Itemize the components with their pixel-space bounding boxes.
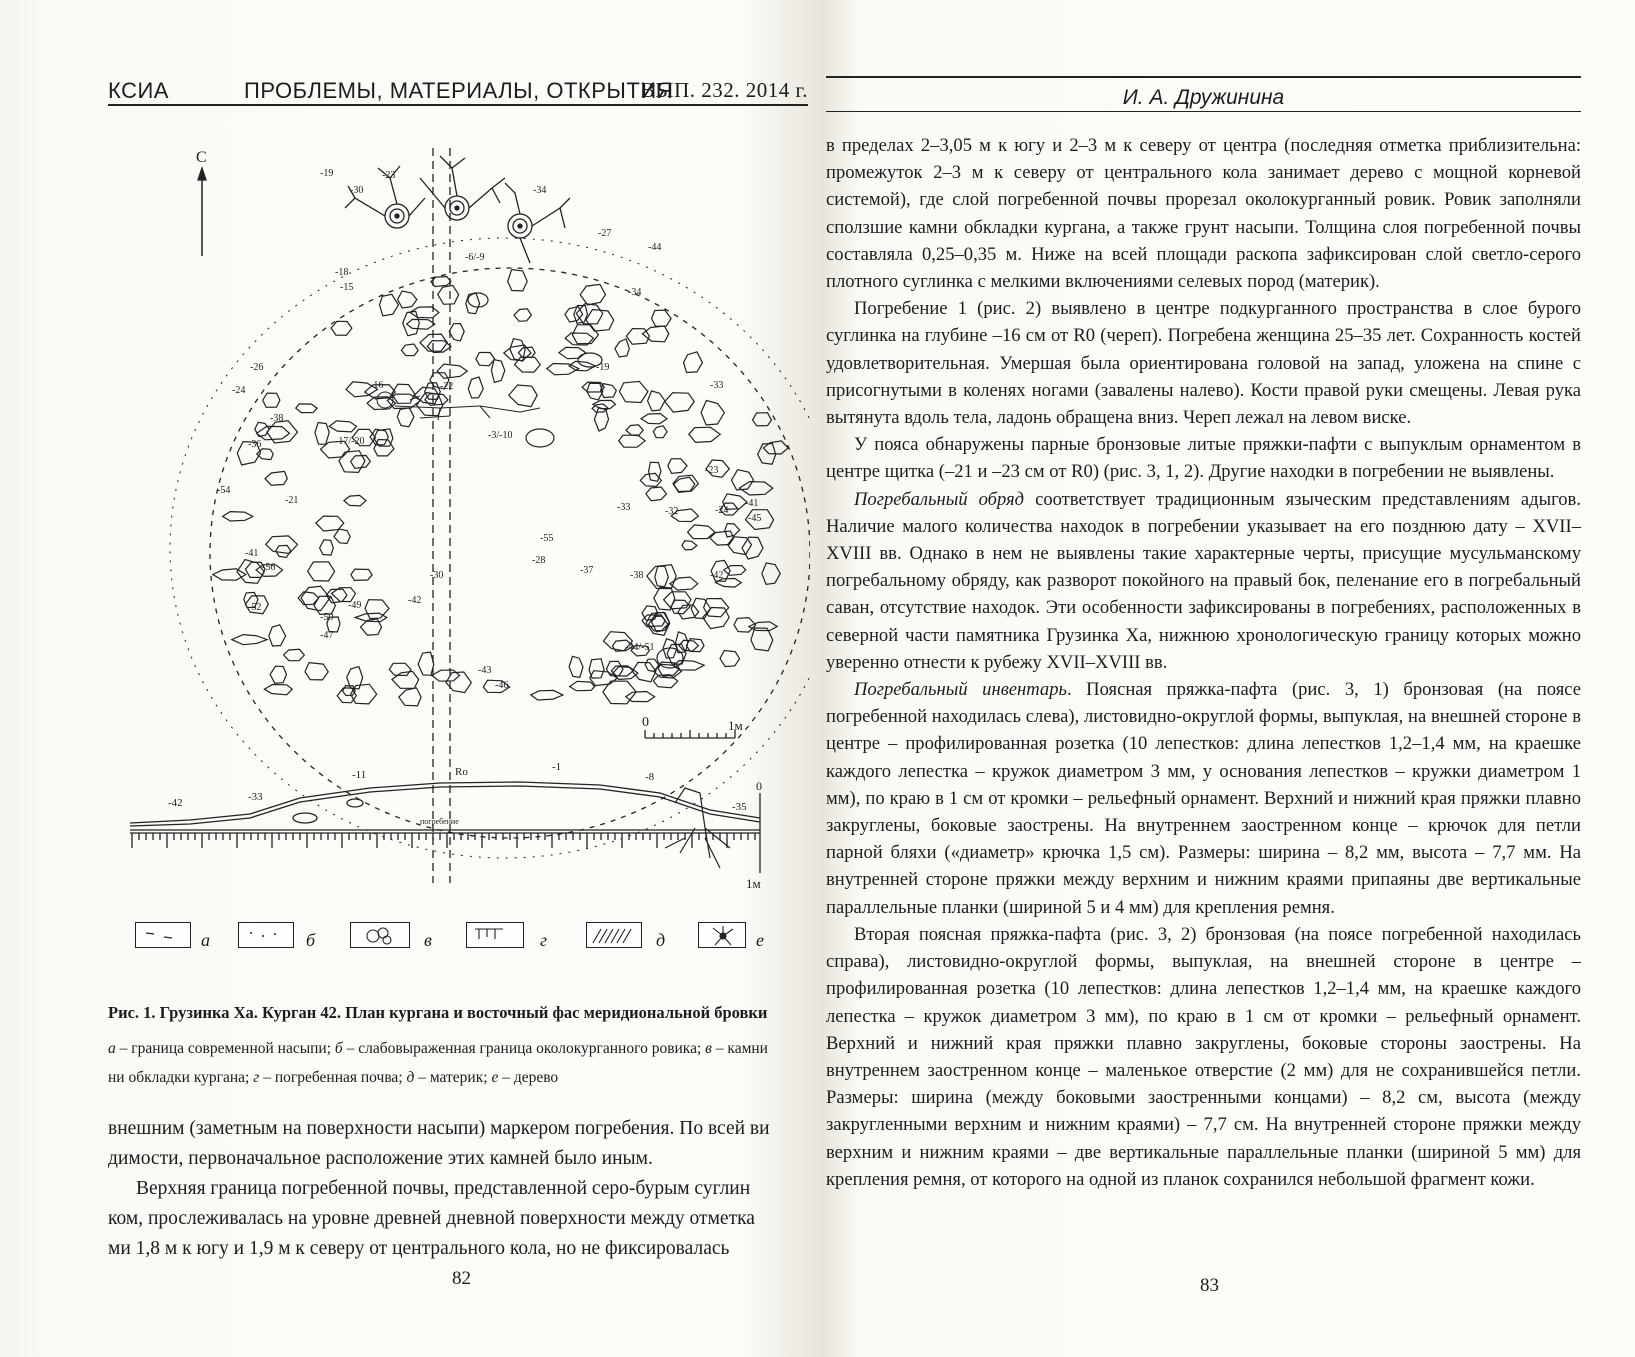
elevation-label: -22: [440, 381, 454, 392]
elevation-label: -45: [748, 513, 762, 524]
ro-label: Ro: [455, 766, 468, 778]
stone: [399, 688, 421, 706]
paragraph: Погребальный инвентарь. Поясная пряжка-пафта (рис. 3, 1) бронзовая (на поясе погребенной находилась слева), листовидно-округлой формы, выпуклая, на внешней стороне в центре – профилированная розетка (10 лепестков: длина лепестков 1,2–1,4 мм, на краешке каждого лепестка – кружок диаметром 3 мм, у основания лепестков – кружки диаметром 1 мм), по краю в 1 см от кромки – рельефный орнамент. Верхний и нижний края пряжки плавно закруглены, боковые заострены. На внутреннем заостренном конце – крючок для петли парной бляхи («диаметр» крючка 1,5 см). Размеры: ширина – 8,2 мм, высота – 7,7 мм. На внутренней стороне пряжки между верхним и нижним краями припаяны две вертикальные параллельные планки (шириной 5 и 4 мм) для крепления ремня.: [826, 679, 1581, 918]
elevation-label: -38: [630, 570, 644, 581]
stone: [284, 649, 305, 660]
text-line: ми 1,8 м к югу и 1,9 м к северу от центрального кола, но не фиксировалась: [108, 1238, 730, 1259]
scale-end-label: 1м: [728, 718, 743, 733]
paragraph: Погребальный обряд соответствует традиционным языческим представлениям адыгов. Наличие малого количества находок в погребении указывает на его позднюю дату – XVII–XVIII вв. Однако в нем не выявлены такие характерные черты, присущие мусульманскому погребальному обряду, как разворот покойного на правый бок, пеленание его в погребальный саван, отсутствие находок. Эти особенности зафиксированы в погребениях, расположенных в северной части памятника Грузинка Ха, нижнюю хронологическую границу которых можно уверенно отнести к рубежу XVII–XVIII вв.: [826, 488, 1581, 673]
stone: [665, 393, 694, 412]
profile-elevation-label: -1: [552, 761, 562, 773]
elevation-label: -41: [745, 498, 759, 509]
profile-elevation-label: -11: [352, 769, 367, 781]
stone: [570, 681, 595, 690]
stone: [401, 344, 418, 356]
elevation-label: -26: [250, 362, 264, 373]
stone: [370, 429, 388, 445]
stone: [266, 536, 298, 554]
stone: [652, 310, 672, 326]
elevation-label: -50: [320, 612, 334, 623]
stone: [315, 423, 329, 445]
stone: [410, 307, 439, 318]
stone: [514, 309, 531, 322]
profile-top-label: 0: [756, 779, 762, 793]
elevation-label: -33: [617, 502, 631, 513]
elevation-label: -17/-20: [335, 436, 365, 447]
stone: [347, 667, 363, 689]
page-number-right: 83: [1200, 1275, 1219, 1296]
elevation-label: -32: [665, 506, 679, 517]
legend-box-b: [238, 922, 294, 948]
stone: [619, 435, 645, 447]
stone: [438, 285, 459, 304]
stone: [418, 652, 434, 675]
burial-skeleton: [377, 392, 540, 420]
elevation-label: -23: [705, 465, 719, 476]
stone: [689, 427, 720, 442]
scale-bar: [645, 730, 735, 738]
profile-elevation-label: -8: [645, 771, 655, 783]
stone: [351, 456, 371, 469]
stone: [763, 441, 788, 454]
stone: [751, 628, 773, 651]
stone: [691, 598, 710, 618]
stone: [365, 600, 389, 619]
stone: [580, 284, 605, 305]
stone: [437, 364, 467, 378]
paragraph: в пределах 2–3,05 м к югу и 2–3 м к северу от центра (последняя отметка приблизительна: промежуток 2–3 м к северу от центрального кола занимает дерево с мощной корневой системой), где слой погребенной почвы прорезал околокурганный ровик. Ровик заполняли сползшие камни обкладки кургана, а также грунт насыпи. Толщина слоя погребенной почвы составляла 0,25–0,35 м. Ниже на всей площади раскопа зафиксирован слой светло-серого плотного суглинка с мелкими включениями селевых пород (материк).: [826, 135, 1581, 293]
legend-letter: д: [656, 930, 666, 950]
stone: [339, 451, 365, 473]
legend-letter: в: [424, 930, 432, 950]
elevation-label: -55: [540, 533, 554, 544]
stone: [392, 671, 419, 688]
profile-elevation-label: -35: [732, 801, 747, 813]
elevation-label: -42: [710, 570, 724, 581]
stone: [504, 345, 531, 361]
elevation-label: -56: [262, 562, 276, 573]
stone: [559, 347, 586, 358]
stone: [732, 470, 754, 490]
elevation-label: -28: [532, 555, 546, 566]
stone: [380, 294, 399, 316]
stone: [684, 352, 703, 373]
elevation-label: -34: [533, 185, 547, 196]
stone: [646, 487, 667, 501]
elevation-label: -19: [320, 168, 334, 179]
stone: [476, 353, 495, 366]
figure-caption-body: а – граница современной насыпи; б – слабовыраженная граница околокурганного ровика; в – камни ни обкладки кургана; г – погребенная почва; д – материк; е – дерево: [108, 1040, 768, 1086]
stone: [742, 537, 763, 559]
stone: [449, 324, 464, 341]
figure-caption-title: Рис. 1. Грузинка Ха. Курган 42. План кургана и восточный фас меридиональной бровки: [108, 1003, 768, 1022]
stone: [749, 622, 777, 631]
stone: [223, 512, 253, 521]
stone: [648, 391, 665, 411]
scale-start-label: 0: [642, 715, 649, 730]
elevation-label: -34: [628, 287, 642, 298]
stone: [331, 321, 352, 335]
section-title: ПРОБЛЕМЫ, МАТЕРИАЛЫ, ОТКРЫТИЯ: [244, 78, 674, 103]
paragraph: Вторая поясная пряжка-пафта (рис. 3, 2) бронзовая (на поясе погребенной находилась справа), листовидно-округлой формы, выпуклая, на внешней стороне в центре – профилированная розетка (10 лепестков: длина лепестков 1,2–1,4 мм, на краешке каждого лепестка – кружок диаметром 3 мм), по краю в 1 см от кромки – рельефный орнамент. Верхний и нижний края пряжки плавно закруглены, боковые стороны заострены. На внутреннем заостренном конце – маленькое отверстие (2 мм) для не сохранившейся петли. Размеры: ширина (между боковыми заостренными концами) – 8,2 см, высота (между закругленными верхним и нижним краями) – 7,7 см. На внутренней стороне пряжки между верхним и нижним краями – две вертикальные параллельные планки (шириной 5 мм) для крепления ремня, от которого на одной из планок сохранился небольшой фрагмент кожи.: [826, 923, 1581, 1190]
stone: [670, 577, 698, 590]
stone: [701, 401, 724, 425]
stone: [351, 569, 372, 580]
right-body-text: [826, 132, 1581, 1193]
paragraph: Погребение 1 (рис. 2) выявлено в центре подкурганного пространства в слое бурого суглинка на глубине –16 см от R0 (череп). Погребена женщина 25–35 лет. Сохранность костей удовлетворительная. Умершая была ориентирована головой на запад, уложена на спине с присогнутыми в коленях ногами (завалены налево). Кости правой руки смещены. Левая рука вытянута вдоль тела, ладонь обращена вниз. Череп лежал на левом виске.: [826, 298, 1581, 429]
stone: [263, 393, 280, 407]
stone: [655, 566, 669, 587]
author-header: И. А. Дружинина: [1122, 86, 1285, 109]
stone: [344, 495, 366, 506]
elevation-label: -27: [598, 228, 612, 239]
elevation-label: -46: [495, 680, 509, 691]
stone: [572, 325, 598, 344]
issue-label: ВЫП. 232. 2014 г.: [640, 78, 808, 102]
stone: [397, 408, 414, 427]
right-page: [820, 0, 1635, 1357]
text-line: ком, прослеживалась на уровне древней дневной поверхности между отметка: [108, 1208, 755, 1229]
left-body-text: [108, 1114, 808, 1264]
elevation-label: -33: [710, 380, 724, 391]
elevation-label: -19: [596, 362, 610, 373]
stone: [703, 608, 730, 629]
stone: [589, 659, 604, 678]
legend-letter: г: [540, 930, 548, 950]
ditch-boundary-dotted: [170, 238, 810, 858]
stone: [531, 690, 563, 700]
stone: [762, 563, 780, 585]
elevation-label: -21: [285, 495, 299, 506]
north-label: С: [196, 149, 207, 166]
elevation-label: -42: [408, 595, 422, 606]
legend-box-d: [466, 922, 524, 948]
legend-box-e: [586, 922, 642, 948]
stone: [305, 663, 328, 680]
journal-abbrev: КСИА: [108, 78, 169, 103]
elevation-label: -18: [335, 267, 349, 278]
elevation-label: -49: [348, 600, 362, 611]
stone: [320, 540, 334, 555]
right-running-header: [826, 76, 1581, 112]
profile-elevation-label: -33: [248, 791, 263, 803]
elevation-label: -52: [248, 602, 262, 613]
elevation-label: -44: [648, 242, 662, 253]
stone: [316, 516, 344, 531]
stone: [642, 326, 668, 342]
legend-letter: е: [756, 930, 764, 950]
profile-section: [130, 782, 760, 873]
stone: [407, 319, 435, 329]
stone: [398, 291, 417, 308]
elevation-label: -3/-10: [488, 430, 513, 441]
stone: [526, 429, 554, 447]
stone: [594, 407, 608, 431]
stone: [329, 421, 356, 432]
stone: [270, 666, 286, 683]
legend-box-a: [135, 922, 191, 948]
elevation-label: -23: [382, 170, 396, 181]
elevation-label: -54: [217, 485, 231, 496]
page-number-left: 82: [452, 1268, 471, 1289]
stone: [515, 357, 541, 372]
text-line: внешним (заметным на поверхности насыпи) маркером погребения. По всей ви: [108, 1118, 770, 1139]
stone: [615, 339, 629, 357]
stone: [264, 685, 292, 695]
stone: [682, 541, 697, 550]
kurgan-plan-figure: [120, 138, 810, 988]
stone: [296, 404, 317, 413]
elevation-label: -36: [248, 439, 262, 450]
stone: [653, 426, 667, 438]
mound-boundary-dashed: [210, 268, 810, 838]
elevation-label: -37: [580, 565, 594, 576]
stone: [466, 293, 480, 314]
stone: [626, 425, 643, 436]
paragraph: У пояса обнаружены парные бронзовые литые пряжки-пафти с выпуклым орнаментом в центре щитка (–21 и –23 см от R0) (рис. 3, 1, 2). Другие находки в погребении не выявлены.: [826, 434, 1581, 483]
legend-box-f: [698, 922, 746, 948]
elevation-label: -44/-51: [625, 642, 655, 653]
elevation-label: -6/-9: [465, 252, 485, 263]
stone: [468, 377, 483, 398]
elevation-label: -43: [478, 665, 492, 676]
elevation-label: -15: [340, 282, 354, 293]
elevation-label: -47: [320, 630, 334, 641]
stone: [720, 651, 740, 667]
text-line: димости, первоначальное расположение этих камней было иным.: [108, 1148, 653, 1169]
stone: [232, 635, 267, 645]
legend-box-c: [350, 922, 410, 948]
stone: [678, 605, 699, 619]
stone: [432, 670, 460, 681]
elevation-label: -24: [715, 505, 729, 516]
legend-letter: а: [201, 930, 210, 950]
stone: [509, 385, 537, 407]
stone: [668, 459, 687, 474]
stone: [351, 684, 377, 704]
stone: [269, 625, 286, 646]
stone: [569, 656, 583, 677]
stone: [508, 270, 528, 291]
profile-bottom-label: 1м: [746, 876, 761, 891]
elevation-label: -38: [270, 413, 284, 424]
stone: [257, 426, 290, 439]
stone: [491, 360, 504, 383]
stone: [403, 311, 420, 335]
stone: [334, 529, 350, 544]
stone: [510, 339, 525, 362]
elevation-label: -16: [370, 380, 384, 391]
stone: [753, 413, 772, 426]
elevation-label: -24: [232, 385, 246, 396]
stone: [431, 277, 451, 287]
stone: [308, 562, 335, 581]
stone: [265, 471, 287, 485]
stone: [641, 414, 667, 424]
left-running-header: [108, 72, 808, 106]
north-arrow-icon: [198, 168, 206, 180]
text-line: Верхняя граница погребенной почвы, представленной серо-бурым суглин: [136, 1178, 751, 1199]
stone: [739, 482, 772, 495]
legend-letter: б: [306, 930, 316, 950]
stone: [620, 381, 648, 402]
stone: [213, 569, 246, 580]
elevation-label: -41: [245, 548, 259, 559]
elevation-label: -30: [430, 570, 444, 581]
elevation-label: -30: [350, 185, 364, 196]
burial-label: погребение: [420, 817, 459, 826]
stone: [724, 566, 746, 576]
profile-elevation-label: -42: [168, 797, 183, 809]
stone: [686, 639, 704, 652]
